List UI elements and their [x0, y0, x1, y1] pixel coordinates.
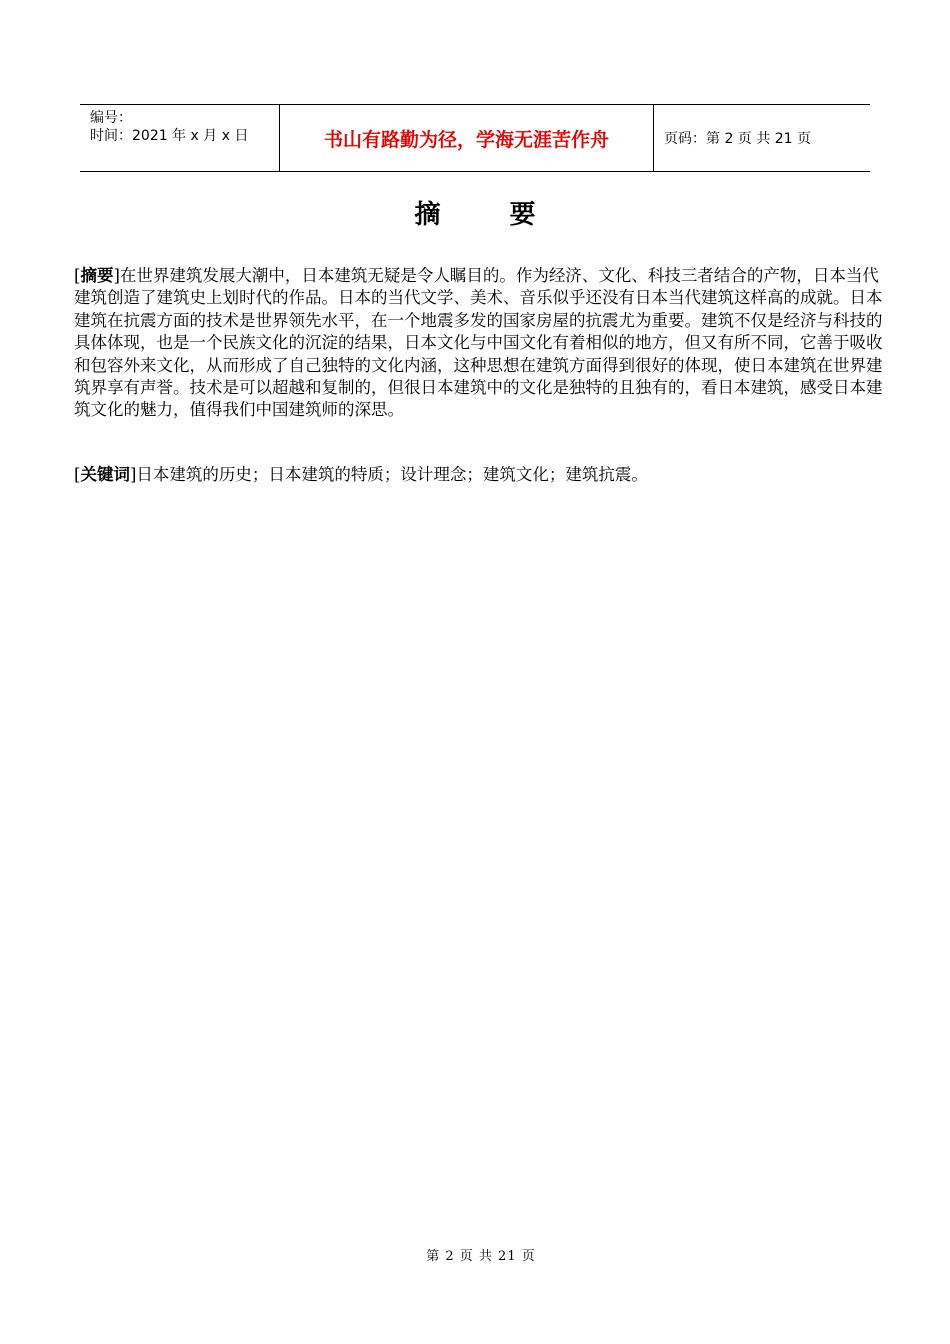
- abstract-open-bracket: [: [74, 266, 81, 285]
- keywords-label: 关键词: [80, 465, 130, 484]
- abstract-label: 摘要: [80, 266, 114, 285]
- page-title: 摘 要: [414, 200, 566, 230]
- header-motto: 书山有路勤为径，学海无涯苦作舟: [323, 128, 609, 151]
- page-footer: 第 2 页 共 21 页: [426, 1249, 536, 1264]
- keywords-open-bracket: [: [74, 465, 81, 484]
- header-meta-cell: [80, 105, 280, 171]
- abstract-paragraph: [74, 265, 894, 422]
- keywords-text: 日本建筑的历史；日本建筑的特质；设计理念；建筑文化；建筑抗震。: [136, 465, 648, 484]
- header-page-label: 页码：第 2 页 共 21 页: [664, 131, 811, 147]
- abstract-close-bracket: ]: [113, 266, 120, 285]
- keywords-close-bracket: ]: [129, 465, 137, 484]
- header-motto-cell: [280, 105, 654, 171]
- abstract-text: 在世界建筑发展大潮中，日本建筑无疑是令人瞩目的。作为经济、文化、科技三者结合的产物，日本当代建筑创造了建筑史上划时代的作品。日本的当代文学、美术、音乐似乎还没有日本当代建筑这样高的成就。日本建筑在抗震方面的技术是世界领先水平，在一个地震多发的国家房屋的抗震尤为重要。建筑不仅是经济与科技的具体体现，也是一个民族文化的沉淀的结果，日本文化与中国文化有着相似的地方，但又有所不同，它善于吸收和包容外来文化，从而形成了自己独特的文化内涵，这种思想在建筑方面得到很好的体现，使日本建筑在世界建筑界享有声誉。技术是可以超越和复制的，但很日本建筑中的文化是独特的且独有的，看日本建筑，感受日本建筑文化的魅力，值得我们中国建筑师的深思。: [74, 266, 883, 420]
- document-header: [80, 104, 870, 172]
- keywords-paragraph: [74, 464, 894, 486]
- document-number-label: 编号：: [90, 110, 132, 126]
- header-page-cell: [654, 105, 870, 171]
- document-time-label: 时间：2021 年 x 月 x 日: [90, 128, 249, 144]
